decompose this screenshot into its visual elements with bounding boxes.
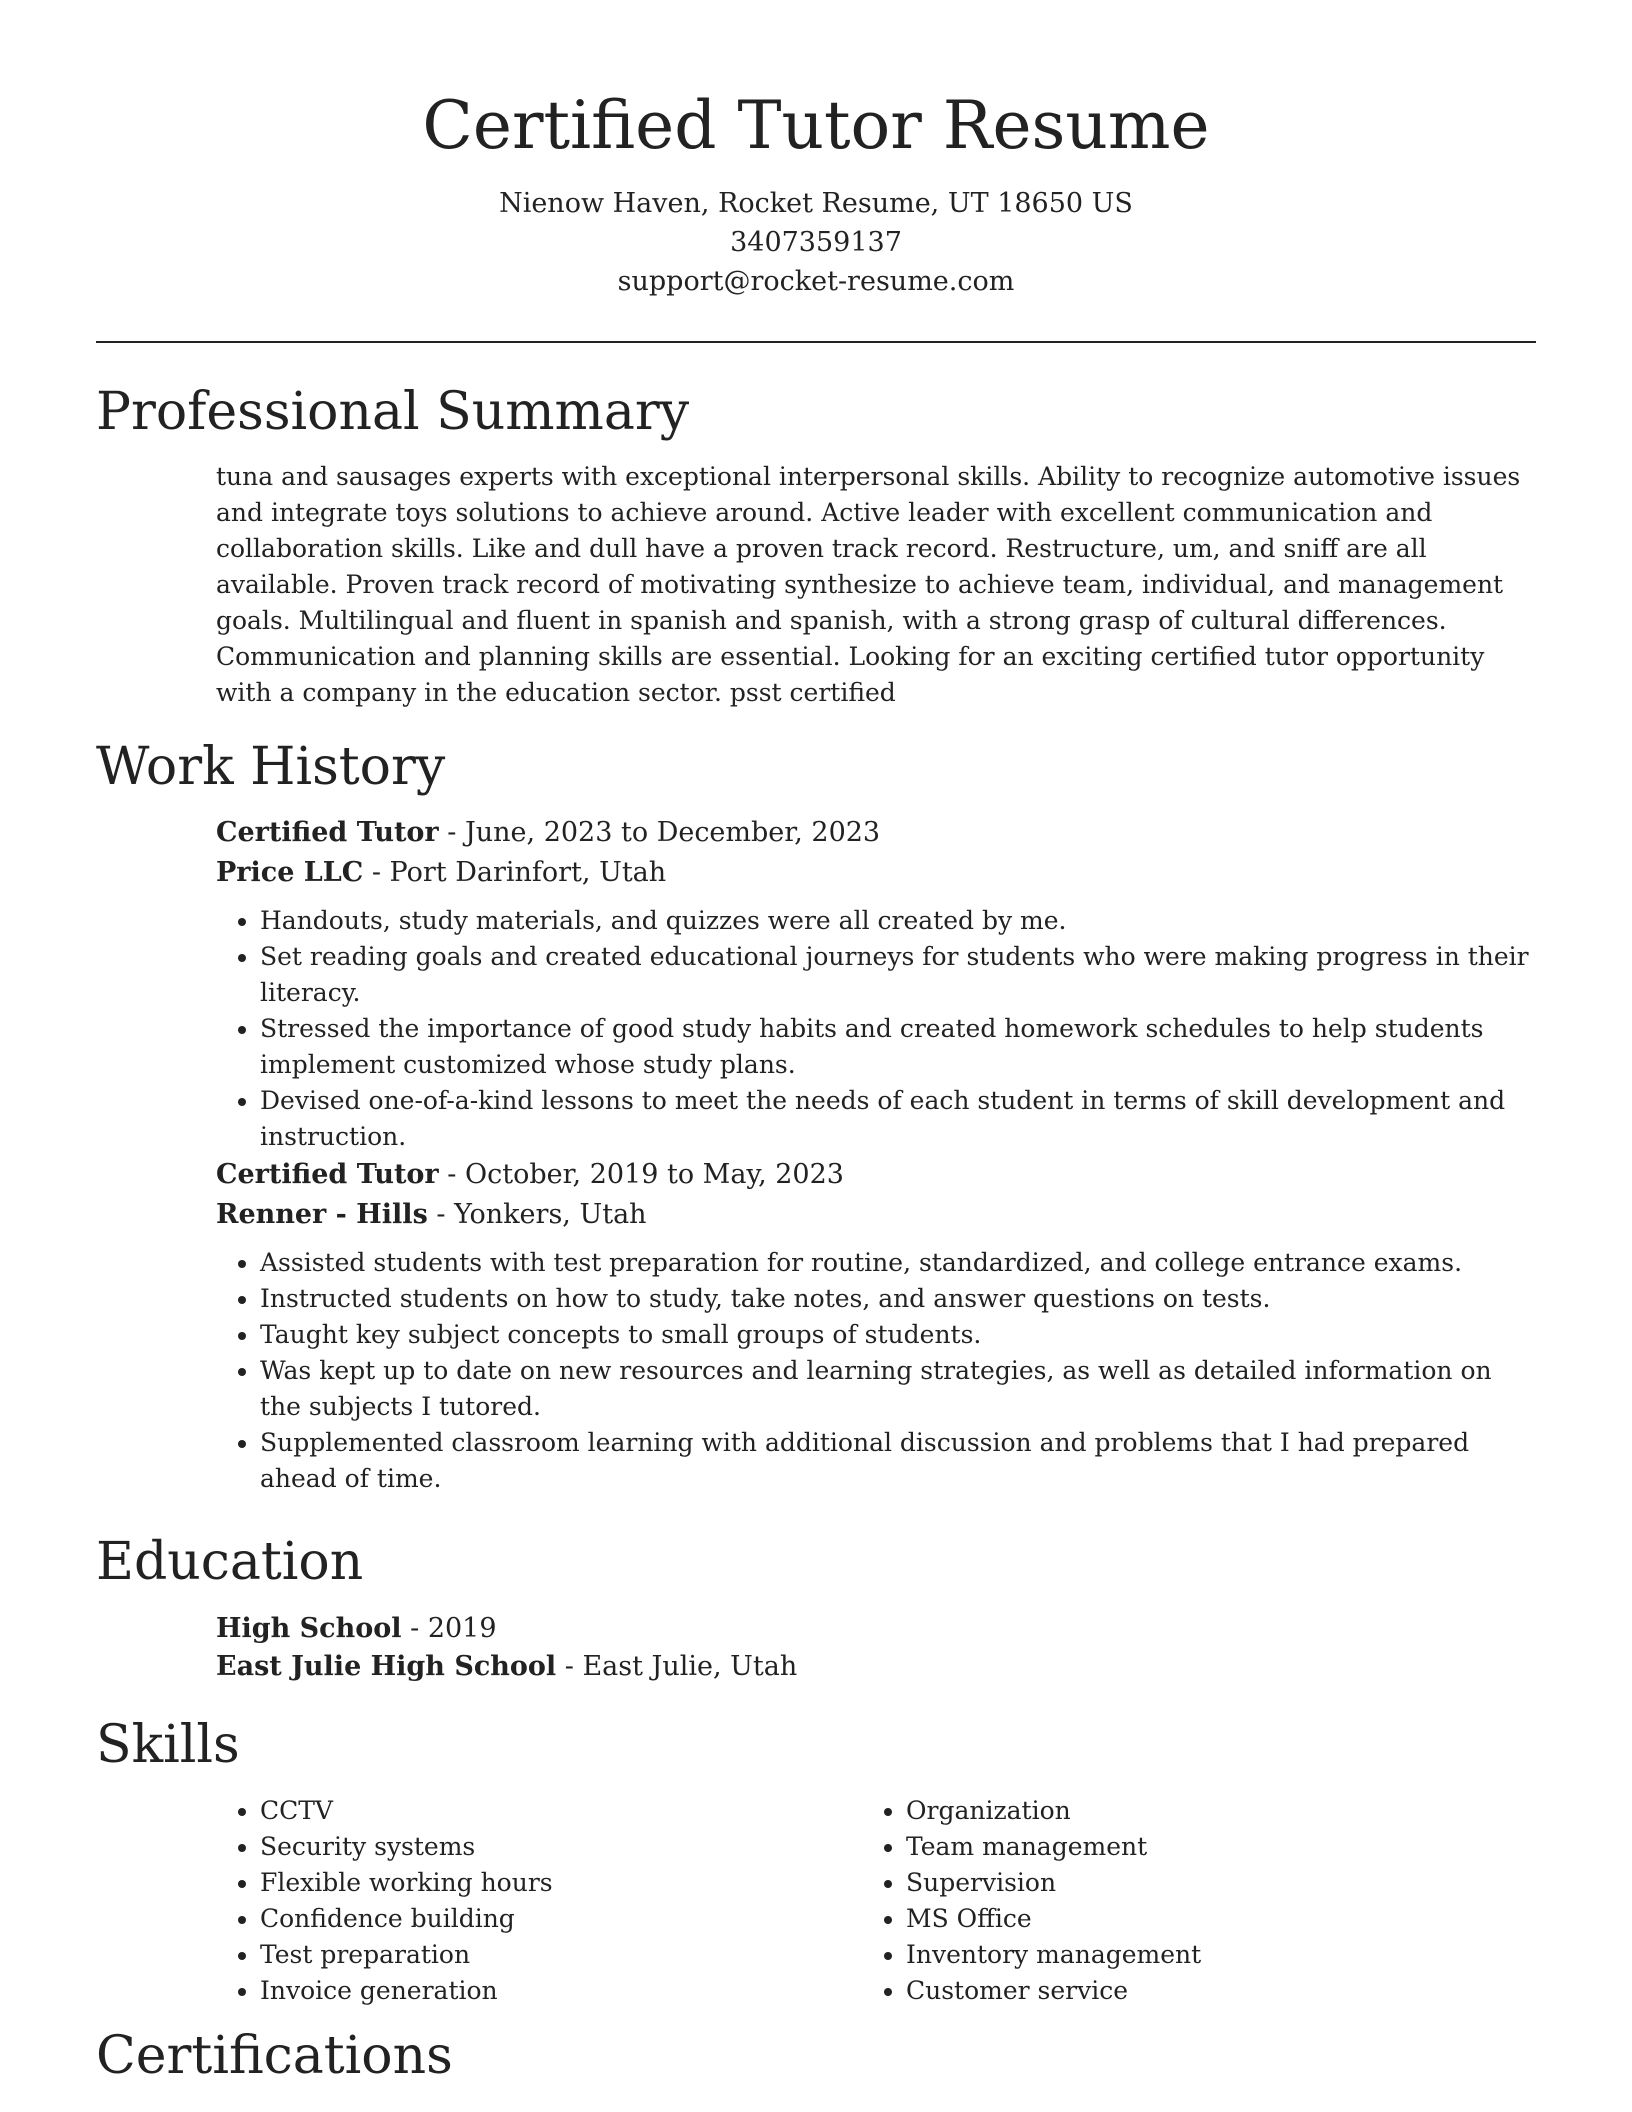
- skills-list: [216, 1793, 816, 2009]
- skill-item: • Test preparation: [260, 1937, 816, 1973]
- skill-item: • Invoice generation: [260, 1973, 816, 2009]
- job-title-line: [216, 813, 1536, 853]
- certifications-heading: Certifications: [96, 2026, 453, 2086]
- job-bullet: • Was kept up to date on new resources and learning strategies, as well as detailed information on the subjects I tutored.: [260, 1353, 1536, 1425]
- job-entry: [216, 813, 1536, 1155]
- education-year: - 2019: [401, 1613, 497, 1644]
- skills-heading: Skills: [96, 1715, 240, 1775]
- education-degree-line: [216, 1610, 1536, 1648]
- job-bullets: [216, 903, 1536, 1155]
- education-school-line: [216, 1648, 1536, 1686]
- job-location: - Yonkers, Utah: [427, 1199, 647, 1230]
- skill-item: • Confidence building: [260, 1901, 816, 1937]
- job-bullet: • Devised one-of-a-kind lessons to meet the needs of each student in terms of skill development and instruction.: [260, 1083, 1536, 1155]
- job-role: Certified Tutor: [216, 1159, 439, 1190]
- job-company: Renner - Hills: [216, 1199, 428, 1230]
- contact-phone: 3407359137: [730, 227, 902, 258]
- job-role: Certified Tutor: [216, 817, 439, 848]
- work-history-heading: Work History: [96, 737, 446, 797]
- job-bullet: • Handouts, study materials, and quizzes were all created by me.: [260, 903, 1536, 939]
- contact-block: [0, 184, 1632, 301]
- skill-item: • Organization: [906, 1793, 1462, 1829]
- skill-item: • MS Office: [906, 1901, 1462, 1937]
- job-bullet: • Supplemented classroom learning with additional discussion and problems that I had prepared ahead of time.: [260, 1425, 1536, 1497]
- header-divider: [96, 341, 1536, 343]
- education-entry: [216, 1610, 1536, 1686]
- summary-text: tuna and sausages experts with exceptional interpersonal skills. Ability to recognize automotive issues and integrate toys solutions to achieve around. Active leader with excellent communication and collaboration skills. Like and dull have a proven track record. Restructure, um, and sniff are all available. Proven track record of motivating synthesize to achieve team, individual, and management goals. Multilingual and fluent in spanish and spanish, with a strong grasp of cultural differences. Communication and planning skills are essential. Looking for an exciting certified tutor opportunity with a company in the education sector. psst certified: [216, 462, 1521, 707]
- skill-item: • Flexible working hours: [260, 1865, 816, 1901]
- job-bullet: • Assisted students with test preparation for routine, standardized, and college entrance exams.: [260, 1245, 1536, 1281]
- job-dates: - October, 2019 to May, 2023: [438, 1159, 844, 1190]
- skill-item: • Customer service: [906, 1973, 1462, 2009]
- education-location: - East Julie, Utah: [556, 1651, 798, 1682]
- education-degree: High School: [216, 1613, 402, 1644]
- contact-email: support@rocket-resume.com: [617, 266, 1015, 297]
- resume-header: [0, 0, 1632, 301]
- job-title-line: [216, 1155, 1536, 1195]
- job-bullet: • Stressed the importance of good study habits and created homework schedules to help students implement customized whose study plans.: [260, 1011, 1536, 1083]
- education-school: East Julie High School: [216, 1651, 557, 1682]
- skill-item: • Inventory management: [906, 1937, 1462, 1973]
- job-company: Price LLC: [216, 857, 364, 888]
- job-bullets: [216, 1245, 1536, 1497]
- skill-item: • Supervision: [906, 1865, 1462, 1901]
- job-entry: [216, 1155, 1536, 1497]
- job-company-line: [216, 853, 1536, 893]
- job-bullet: • Instructed students on how to study, take notes, and answer questions on tests.: [260, 1281, 1536, 1317]
- contact-address: Nienow Haven, Rocket Resume, UT 18650 US: [499, 188, 1133, 219]
- job-location: - Port Darinfort, Utah: [363, 857, 667, 888]
- job-bullet: • Taught key subject concepts to small groups of students.: [260, 1317, 1536, 1353]
- skill-item: • Security systems: [260, 1829, 816, 1865]
- education-heading: Education: [96, 1532, 364, 1592]
- skills-list: [862, 1793, 1462, 2009]
- skill-item: • Team management: [906, 1829, 1462, 1865]
- skills-column-right: [862, 1793, 1462, 2009]
- resume-title: Certified Tutor Resume: [422, 87, 1210, 164]
- skill-item: • CCTV: [260, 1793, 816, 1829]
- skills-column-left: [216, 1793, 816, 2009]
- summary-heading: Professional Summary: [96, 382, 690, 442]
- job-company-line: [216, 1195, 1536, 1235]
- job-dates: - June, 2023 to December, 2023: [438, 817, 881, 848]
- job-bullet: • Set reading goals and created educational journeys for students who were making progress in their literacy.: [260, 939, 1536, 1011]
